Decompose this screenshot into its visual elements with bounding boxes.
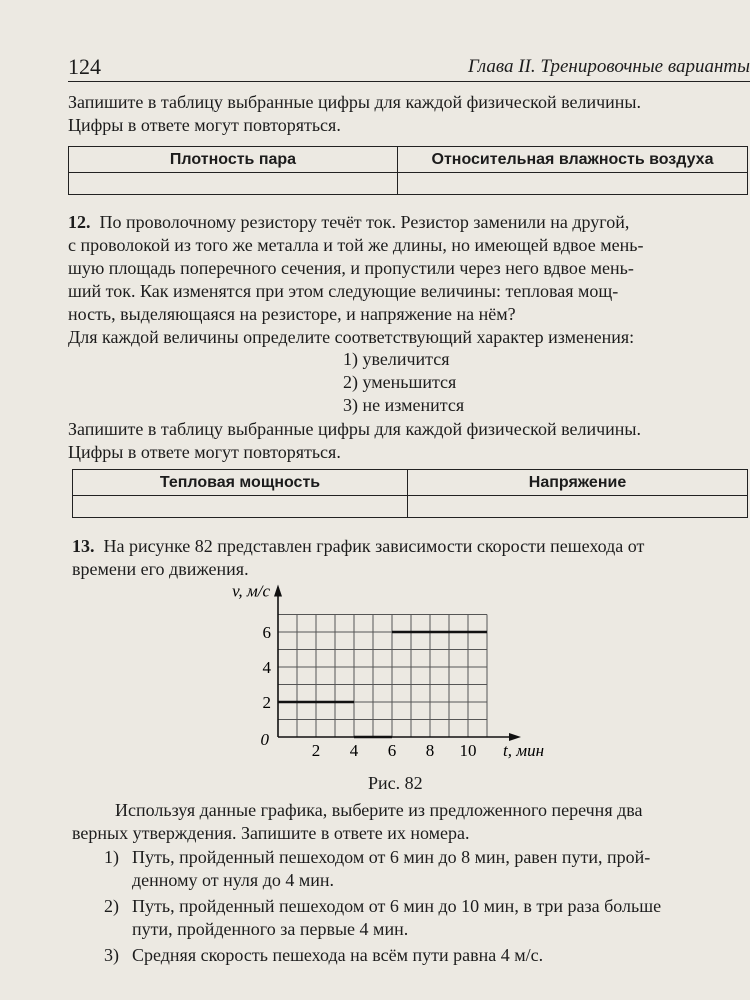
statement-1-line2: денному от нуля до 4 мин. bbox=[132, 870, 335, 890]
graph-axes bbox=[274, 585, 521, 742]
origin-label: 0 bbox=[260, 730, 269, 749]
task12-line-5: ность, выделяющаяся на резисторе, и напряжение на нём? bbox=[68, 304, 516, 324]
task13-number: 13. bbox=[72, 536, 95, 556]
task13-line-1: 13. На рисунке 82 представлен график зависимости скорости пешехода от bbox=[72, 536, 645, 556]
task11-instruction-line2: Цифры в ответе могут повторяться. bbox=[68, 115, 341, 135]
table-header-vapor-density: Плотность пара bbox=[69, 147, 398, 173]
task12-answer-table bbox=[72, 469, 748, 518]
task12-line-4: ший ток. Как изменятся при этом следующие величины: тепловая мощ- bbox=[68, 281, 619, 301]
x-axis-arrow bbox=[509, 733, 521, 741]
task13-instruction-line1: Используя данные графика, выберите из предложенного перечня два bbox=[115, 800, 643, 820]
task12-instruction-line2: Цифры в ответе могут повторяться. bbox=[68, 442, 341, 462]
statement-3-line1: Средняя скорость пешехода на всём пути равна 4 м/с. bbox=[132, 945, 544, 965]
task12-line-6: Для каждой величины определите соответствующий характер изменения: bbox=[68, 327, 635, 347]
task12-option-2: 2) уменьшится bbox=[343, 372, 457, 392]
statement-2-line1: Путь, пройденный пешеходом от 6 мин до 10 мин, в три раза больше bbox=[132, 896, 662, 916]
statement-1-marker: 1) bbox=[104, 847, 119, 867]
y-tick-label: 6 bbox=[262, 623, 271, 642]
task12-line-1: 12. По проволочному резистору течёт ток. Резистор заменили на другой, bbox=[68, 212, 630, 232]
graph-tick-labels bbox=[232, 582, 544, 761]
x-tick-label: 2 bbox=[311, 741, 321, 760]
task13-line-2: времени его движения. bbox=[72, 559, 249, 579]
table-header-heat-power: Тепловая мощность bbox=[73, 470, 408, 496]
y-tick-label: 2 bbox=[262, 693, 271, 712]
statement-2-line2: пути, пройденного за первые 4 мин. bbox=[132, 919, 409, 939]
task12-option-1: 1) увеличится bbox=[343, 349, 450, 369]
x-axis-label: t, мин bbox=[503, 741, 545, 760]
page-header bbox=[68, 52, 750, 80]
header-rule bbox=[68, 81, 750, 82]
figure-caption: Рис. 82 bbox=[368, 773, 423, 793]
x-tick-label: 4 bbox=[349, 741, 359, 760]
task12-instruction-line1: Запишите в таблицу выбранные цифры для каждой физической величины. bbox=[68, 419, 642, 439]
page-number: 124 bbox=[68, 54, 101, 79]
task12-line-2: с проволокой из того же металла и той же длины, но имеющей вдвое мень- bbox=[68, 235, 644, 255]
table-header-relative-humidity: Относительная влажность воздуха bbox=[398, 147, 748, 173]
statement-2-marker: 2) bbox=[104, 896, 119, 916]
task12-option-3: 3) не изменится bbox=[343, 395, 465, 415]
y-axis-label: v, м/с bbox=[232, 581, 270, 601]
task12-line-3: шую площадь поперечного сечения, и пропустили через него вдвое мень- bbox=[68, 258, 634, 278]
answer-cell-voltage[interactable] bbox=[408, 496, 748, 518]
task11-answer-table bbox=[68, 146, 748, 195]
x-tick-label: 6 bbox=[387, 741, 397, 760]
task13-instruction-line2: верных утверждения. Запишите в ответе их номера. bbox=[72, 823, 470, 843]
chapter-title: Глава II. Тренировочные варианты bbox=[468, 56, 750, 77]
answer-cell-vapor-density[interactable] bbox=[69, 173, 398, 195]
x-tick-label: 10 bbox=[459, 741, 477, 760]
y-axis-arrow bbox=[274, 585, 282, 597]
answer-cell-relative-humidity[interactable] bbox=[398, 173, 748, 195]
table-header-voltage: Напряжение bbox=[408, 470, 748, 496]
statement-1-line1: Путь, пройденный пешеходом от 6 мин до 8 мин, равен пути, прой- bbox=[132, 847, 651, 867]
velocity-time-graph bbox=[222, 580, 612, 795]
x-tick-label: 8 bbox=[425, 741, 435, 760]
y-tick-label: 4 bbox=[262, 658, 271, 677]
task12-number: 12. bbox=[68, 212, 91, 232]
answer-cell-heat-power[interactable] bbox=[73, 496, 408, 518]
statement-3-marker: 3) bbox=[104, 945, 119, 965]
task11-instruction-line1: Запишите в таблицу выбранные цифры для каждой физической величины. bbox=[68, 92, 642, 112]
